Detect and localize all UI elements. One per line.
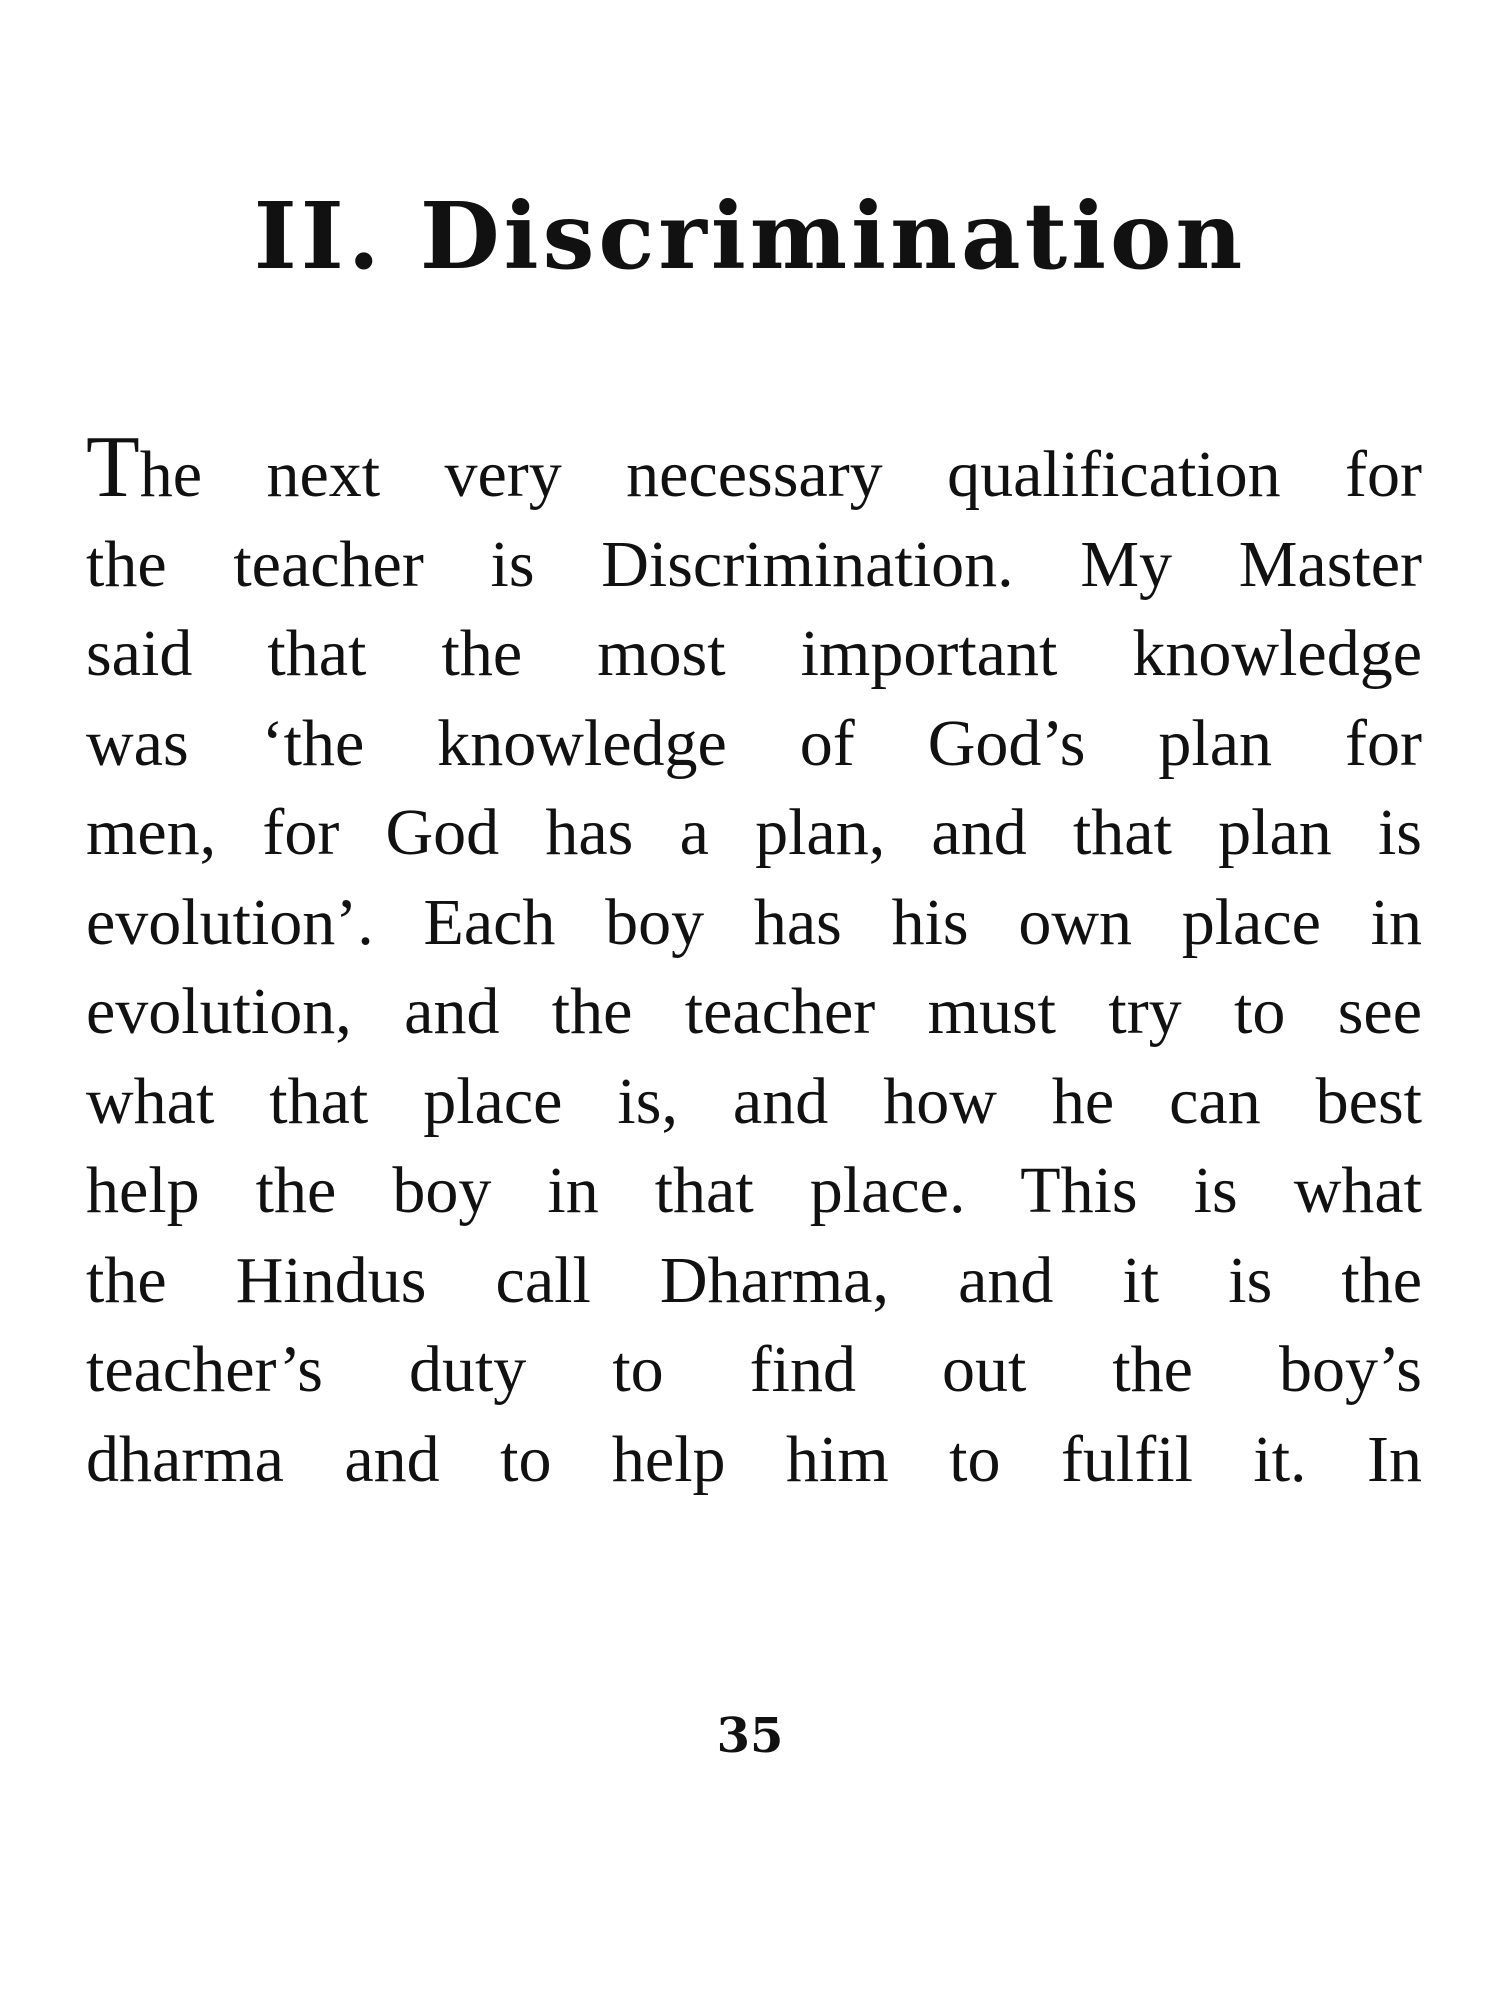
text-line: men, for God has a plan, and that plan is [86,796,1422,869]
text-line-rest: he next very necessary qualification for [139,438,1422,511]
text-line: said that the most important knowledge [86,617,1422,690]
text-line: the teacher is Discrimination. My Master [86,527,1422,601]
text-line: what that place is, and how he can best [86,1064,1422,1138]
text-line: help the boy in that place. This is what [86,1154,1422,1227]
text-line [86,419,1422,520]
body-paragraph [86,419,1422,1504]
text-line: evolution, and the teacher must try to see [86,975,1422,1048]
text-line: was ‘the knowledge of God’s plan for [86,706,1422,780]
text-line: the Hindus call Dharma, and it is the [86,1243,1422,1317]
text-line: evolution’. Each boy has his own place in [86,885,1422,959]
page-number: 35 [716,1708,784,1764]
text-line: teacher’s duty to find out the boy’s [86,1333,1422,1406]
text-line: dharma and to help him to fulfil it. In [86,1422,1422,1496]
chapter-title: II. Discrimination [253,182,1247,290]
initial-letter: T [86,419,140,516]
